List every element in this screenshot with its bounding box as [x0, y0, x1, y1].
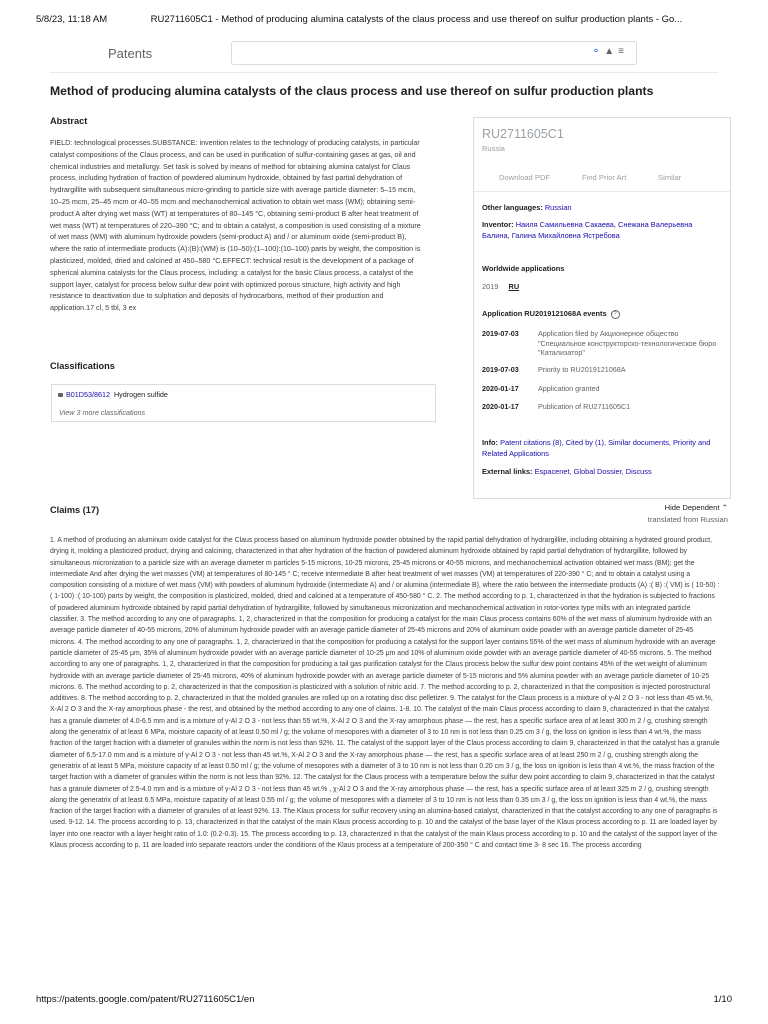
other-languages	[482, 202, 720, 213]
help-icon[interactable]: ?	[611, 310, 620, 319]
external-link-list[interactable]: Espacenet, Global Dossier, Discuss	[534, 467, 652, 476]
list-filter-icon[interactable]: ≡	[618, 46, 628, 57]
event-text: Application granted	[538, 384, 600, 393]
hide-dependent-label: Hide Dependent	[664, 503, 720, 512]
info-link-list[interactable]: Patent citations (8), Cited by (1), Similar documents, Priority and Related Applications	[482, 438, 711, 458]
inventor-label: Inventor:	[482, 220, 514, 229]
event-date: 2019-07-03	[482, 329, 519, 338]
classifications-heading: Classifications	[50, 361, 115, 371]
publication-number: RU2711605C1	[482, 127, 564, 141]
info-links	[482, 437, 720, 459]
translated-note: translated from Russian	[647, 515, 728, 524]
event-text: Priority to RU2019121068A	[538, 365, 626, 374]
print-doc-title: RU2711605C1 - Method of producing alumina catalysts of the claus process and use thereof on sulfur production plants - Go...	[150, 14, 683, 25]
search-icons	[592, 46, 628, 57]
event-date: 2019-07-03	[482, 365, 519, 374]
similar-link[interactable]: Similar	[658, 173, 682, 182]
lightbulb-icon[interactable]: ⚬	[591, 46, 605, 57]
event-text: Application filed by Акционерное общество "Специальное конструкторско-технологическое бюро "Катализатор"	[538, 329, 717, 358]
print-url: https://patents.google.com/patent/RU2711605C1/en	[36, 994, 255, 1005]
claims-heading: Claims (17)	[50, 505, 100, 515]
print-page-number: 1/10	[713, 994, 732, 1005]
event-row	[482, 329, 720, 358]
card-actions	[474, 173, 730, 185]
worldwide-code-link[interactable]: RU	[508, 282, 520, 291]
inventors	[482, 219, 720, 241]
classification-code-link[interactable]: B01D53/8612	[66, 390, 110, 399]
worldwide-row	[482, 282, 519, 291]
print-header	[36, 14, 732, 25]
claims-paragraph: 1. A method of producing an aluminum oxide catalyst for the Claus process based on aluminum hydroxide powder obtained by the rapid partial dehydration of hydrargillite, including obtaining a hydrated ground product, drying it, molding a plasticized product, drying and calcining, characterized in that after hydration of the fraction of powdered aluminum hydroxide obtained by rapid partial dehydration of hydrargillite, followed by simultaneous micronization to a particle size with an average diameter m particles 5-15 microns, 10-25 microns, 25-45 microns or 40-55 microns, and mechanochemical activation obtained wet mass (BM); get the intermediate And after drying the wet masses (VM) at temperatures of 80-145 ° C; receive intermediate B after heat treatment of wet masses (VM) at temperatures of 220-390 ° C; and to obtain a catalyst using a composition consisting of a mixture of wet mass (VM) with powders of aluminum hydroxide (intermediate A) and / or alumina (intermediate B), where the ratio between the intermediate products (A) :( B) :( VM) is ( 10-50) :( 1-100) :( 10-100) parts by weight, the composition is plasticized, molded, dried and calcined at a temperature of 450-580 ° C. 2. The method according to p. 1, characterized in that the hydration is subjected to fractions of powdered aluminum hydroxide obtained by rapid partial dehydration of hydrargillite, followed by simultaneous micronization and mechanochemical activation in rotor-vortex type mills with an integrated particle classifier. 3. The method according to any one of paragraphs. 1, 2, characterized in that the composition for producing a catalyst for the main Claus process contains 60% of the wet mass of aluminum hydroxide with an average particle diameter of 40-55 microns, 20% of aluminum hydroxide powder with an average particle diameter of 25-45 microns and 20% of aluminum oxide powder with an average particle diameter of 25-45 microns. 4. The method according to any one of paragraphs. 1, 2, characterized in that the composition for producing a catalyst for the support layer contains 55% of the wet mass of aluminum hydroxide with an average particle diameter of 25-45 μm, 35% of aluminum hydroxide powder with an average particle diameter of 10-25 μm and 10% of aluminum oxide powder with an average particle diameter of 40-55 microns. 5. The method according to any one of paragraphs. 1, 2, characterized in that the composition for producing a tail gas purification catalyst for the Claus process below the sulfur dew point contains 45% of the wet weight of aluminum hydroxide with an average particle diameter of 25-45 microns, 40% of aluminum hydroxide powder with an average particle diameter of 5-15 microns and 5% alumina powder with an average particle diameter of 10-25 microns. 6. The method according to p. 2, characterized in that the composition is plasticized with a solution of nitric acid. 7. The method according to p. 2, characterized in that the composition is injected porostructural additives. 8. The method according to p. 2, characterized in that the molded granules are rolled up on a rotating disc disc pelletizer. 9. The catalyst for the Claus process is a mixture of γ-Al 2 O 3 - not less than 45 wt.%, X-Al 2 O 3 and the X-ray amorphous phase - the rest, and obtained by the method according to any one of claims. 1-8. 10. The catalyst of the main Claus process according to claim 9, characterized in that the catalyst has a granule diameter of 4.0-6.5 mm and is a mixture of γ-Al 2 O 3 - not less than 55 wt.%, X-Al 2 O 3 and the X-ray amorphous phase — the rest, has a specific surface area of at least 300 m 2 / g, crushing strength along the generatrix of at least 6 MPa, moisture capacity of at least 0.50 ml / g; the volume of mesopores with a diameter of 3 to 10 nm is not less than 0.25 cm 3 / g, the loss on ignition is less than 4 wt.%, the mass fraction of the target fraction with a diameter of granules within the norm is not less than 92%. 11. The catalyst of the support layer of the Claus process according to claim 9, characterized in that the catalyst has a granule diameter of 6.5-17.0 mm and is a mixture of γ-Al 2 O 3 - not less than 45 wt.%, X-Al 2 O 3 and the X-ray amorphous phase — the rest, has a specific surface area of at least 250 m 2 / g, crushing strength along the generatrix of at least 5 MPa, moisture capacity of at least 0.50 ml / g; the volume of mesopores with a diameter of 3 to 10 nm is not less than 0.20 cm 3 / g, the loss on ignition is less than 4 wt.%, the mass fraction of the target fraction with a diameter of granules within the norm is not less than 92%. 12. The catalyst for the Claus process with a temperature below the sulfur dew point according to claim 9, characterized in that the catalyst has a granule diameter of 2.5-4.0 mm and is a mixture of γ-Al 2 O 3 - not less than 45 wt.% , χ-Al 2 O 3 and the X-ray amorphous phase — the rest, has a specific surface area of at least 325 m 2 / g, crushing strength along the generatrix of at least 6.5 MPa, moisture capacity of at least 0.55 ml / g; the volume of mesopores with a diameter of 3 to 10 nm is not less than 0.35 cm 3 / g, the loss on ignition is less than 4 wt.%, the mass fraction of the target fraction with a diameter of granules of at least 92%. 13. The Klaus process for sulfur recovery using an alumina-based catalyst, characterized in that the catalyst according to any one of paragraphs is used. 9-12. 14. The process according to p. 13, characterized in that the catalyst of the main Klaus process according to p. 10 and the catalyst of the base layer of the Klaus process according to p. 11 are loaded layer by layer into one reactor with a layer height ratio of 1.0: (0.2-0.3). 15. The process according to p. 13, characterized in that the catalyst of the main Klaus process according to p. 10 and the catalyst of the support layer of the Klaus process according to p. 11 are loaded into separate reactors under the conditions of the Klaus process at a temperature of 200-350 ° C and contact time 3- 8 sec 16. The process according	[50, 537, 720, 850]
patent-title: Method of producing alumina catalysts of the claus process and use thereof on sulfur production plants	[50, 84, 654, 98]
divider	[474, 191, 730, 192]
application-events-title: Application RU2019121068A events	[482, 309, 607, 318]
worldwide-year: 2019	[482, 282, 499, 291]
classification-row	[58, 390, 168, 399]
other-language-link[interactable]: Russian	[544, 203, 572, 212]
claims-text	[50, 535, 720, 980]
more-classifications-link[interactable]: View 3 more classifications	[59, 408, 146, 417]
abstract-text: FIELD: technological processes.SUBSTANCE: invention relates to the technology of producing catalysts, in particular catalyst compositions of the Claus process, and can be used in purification of sulfur-containing gases at gas, oil and chemical industries and metallurgy. Set task is solved by means of method for obtaining alumina catalyst for Claus process, including hydration of fraction of powdered aluminum hydroxide, obtained by fast partial dehydration of hydrargillite with subsequent simultaneous micro-grinding to particle size with average particle diameter: 5–15 mcm, 10–25 mcm, 25–45 mcm or 40–55 mcm and mechanochemical activation to obtain wet mass (WM); obtaining semi-product A after drying wet mass (WT) at temperatures of 80–145 °C, obtaining semi-product B after heat treatment of wet mass (WT) at temperatures of 220–390 °C; and to obtain a catalyst, a composition is used consisting of a mixture of wet mass (WM) with aluminum hydroxide powders (semi-product A) and / or aluminum oxide (semi-product B), where the ratio of intermediate products (A):(B):(WM) is (10–50):(1–100):(10–100) parts by weight, the composition is plasticized, molded, dried and calcined at 450–580 °C.EFFECT: technical result is the development of a package of spherical alumina catalysts for the Claus process, including: a catalyst for the basic Claus process, a catalyst of the support layer, catalyst for process below sulfur dew point with optimized porous structure, high activity and high resistance to deactivation due to sulphation and deposits of hydrocarbons, method of their production and application.17 cl, 5 tbl, 3 ex	[50, 139, 421, 313]
classification-icon	[58, 393, 63, 397]
find-prior-art-link[interactable]: Find Prior Art	[582, 173, 627, 182]
event-row	[482, 365, 720, 375]
event-text: Publication of RU2711605C1	[538, 402, 631, 411]
event-row	[482, 402, 720, 412]
classification-description: Hydrogen sulfide	[113, 390, 168, 399]
chevron-up-icon: ⌃	[721, 503, 728, 512]
classifications-box	[51, 384, 436, 422]
event-row	[482, 384, 720, 394]
other-languages-label: Other languages:	[482, 203, 543, 212]
external-links-label: External links:	[482, 467, 533, 476]
hide-dependent-toggle[interactable]	[665, 503, 728, 512]
search-input[interactable]	[231, 41, 637, 65]
event-date: 2020-01-17	[482, 384, 519, 393]
abstract-heading: Abstract	[50, 116, 88, 126]
graduation-cap-icon[interactable]: ▲	[604, 46, 619, 57]
print-footer	[36, 994, 732, 1005]
event-date: 2020-01-17	[482, 402, 519, 411]
patent-info-card	[473, 117, 731, 499]
top-bar	[50, 36, 718, 73]
print-timestamp: 5/8/23, 11:18 AM	[36, 14, 108, 25]
patents-logo[interactable]: Patents	[108, 46, 153, 61]
worldwide-heading: Worldwide applications	[482, 264, 565, 273]
download-pdf-link[interactable]: Download PDF	[499, 173, 551, 182]
application-events-heading	[482, 309, 620, 319]
info-label: Info:	[482, 438, 499, 447]
inventor-links[interactable]: Наиля Самильевна Сакаева, Снежана Валерьевна Балина, Галина Михайловна Ястребова	[482, 220, 693, 240]
external-links	[482, 466, 720, 477]
publication-country: Russia	[482, 144, 505, 153]
